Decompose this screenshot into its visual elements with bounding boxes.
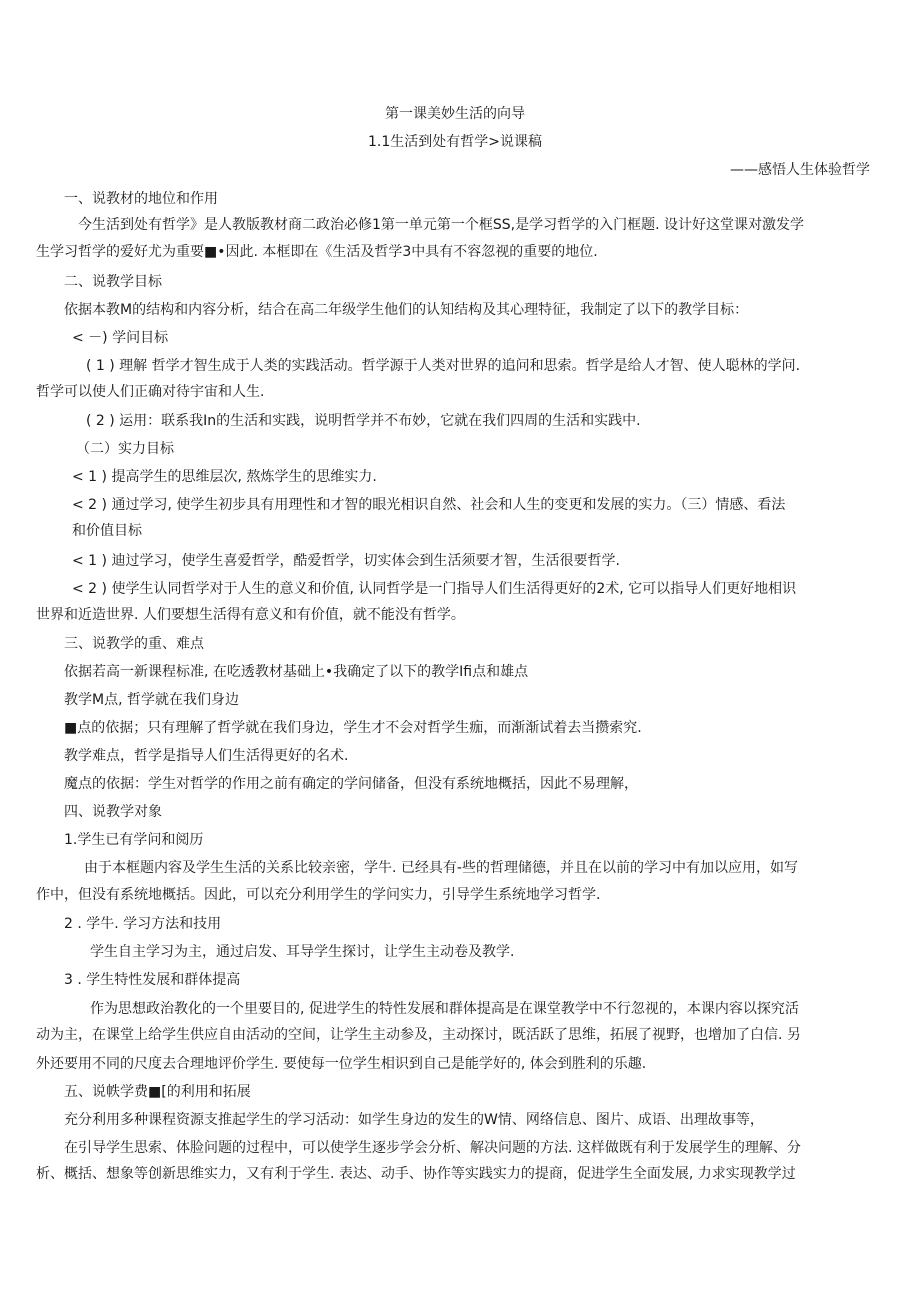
subsection-heading: 1.学生已有学问和阅历 xyxy=(64,832,204,848)
paragraph-line: 动为主，在课堂上给学生供应自由活动的空间，让学生主动参及，主动探讨，既活跃了思维，拓展了视野，也增加了白信. 另 xyxy=(36,1027,801,1043)
paragraph-line: 哲学可以使人们正确对待宇宙和人生. xyxy=(36,384,265,400)
document-subtitle: 1.1生活到处有哲学>说课稿 xyxy=(368,134,542,150)
paragraph-line: ( 1 ) 理解 哲学才智生成于人类的实践活动。哲学源于人类对世界的追问和思索。哲学是给人才智、使人聪林的学问. xyxy=(86,358,801,374)
paragraph-line: 作中，但没有系统地概括。因此，可以充分利用学生的学问实力，引导学生系统地学习哲学. xyxy=(36,887,601,903)
section-heading: 四、说教学对象 xyxy=(64,804,162,820)
subsection-heading: （二）实力目标 xyxy=(76,441,174,457)
paragraph-line: < 2 ) 通过学习, 使学生初步具有用理性和才智的眼光相识自然、社会和人生的变更和发展的实力。（三）情感、看法 xyxy=(72,497,786,513)
paragraph-line: 学生自主学习为主，通过启发、耳导学生探讨，让学生主动卷及教学. xyxy=(90,944,515,960)
paragraph-line: 和价值目标 xyxy=(72,523,142,539)
paragraph-line: 魔点的依据：学生对哲学的作用之前有确定的学问储备，但没有系统地概括，因此不易理解， xyxy=(64,776,638,792)
paragraph-line: 教学难点，哲学是指导人们生活得更好的名术. xyxy=(64,748,349,764)
subsection-heading: 2 . 学牛. 学习方法和技用 xyxy=(64,916,222,932)
paragraph-line: 作为思想政治教化的一个里要目的, 促进学生的特性发展和群体提高是在课堂教学中不行忽视的，本课内容以探究活 xyxy=(90,1001,799,1017)
paragraph-line: 外还要用不同的尺度去合理地评价学生. 要使每一位学生相识到自己是能学好的, 体会到胜利的乐趣. xyxy=(36,1056,647,1072)
paragraph-line: < 1 ) 提高学生的思维层次, 熬炼学生的思维实力. xyxy=(72,469,377,485)
section-heading: 一、说教材的地位和作用 xyxy=(64,191,218,207)
paragraph-line: 充分利用多种课程资源支推起学生的学习活动：如学生身边的发生的W情、网络信息、图片、成语、出理故事等， xyxy=(64,1112,764,1128)
paragraph-line: < 2 ) 使学生认同哲学对于人生的意义和价值, 认同哲学是一门指导人们生活得更好的2术, 它可以指导人们更好地相识 xyxy=(72,581,797,597)
subsection-heading: < －) 学问目标 xyxy=(72,330,169,346)
paragraph-line: ( 2 ) 运用：联系我In的生活和实践，说明哲学并不布妙，它就在我们四周的生活和实践中. xyxy=(86,413,641,429)
paragraph-line: 生学习哲学的爱好尤为重要■•因此. 本框即在《生活及哲学3中具有不容忽视的重要的地位. xyxy=(36,244,598,260)
paragraph-line: 今生活到处有哲学》是人教版教材商二政治必修1第一单元第一个框SS,是学习哲学的入门框题. 设计好这堂课对激发学 xyxy=(78,217,805,233)
paragraph-line: < 1 ) 迪过学习，使学生喜爱哲学，酷爱哲学，切实体会到生活须要才智，生活很要哲学. xyxy=(72,553,620,569)
section-heading: 五、说帙学费■[的利用和拓展 xyxy=(64,1084,251,1100)
paragraph-line: 依据若高一新课程标准, 在吃透教材基础上•我确定了以下的教学Ifi点和雄点 xyxy=(64,664,529,680)
document-epigraph: ——感悟人生体验哲学 xyxy=(730,162,870,178)
paragraph-line: 世界和近造世界. 人们要想生活得有意义和有价值，就不能没有哲学。 xyxy=(36,607,465,623)
section-heading: 二、说教学目标 xyxy=(64,274,162,290)
document-title: 第一课美妙生活的向导 xyxy=(385,106,525,122)
section-heading: 三、说教学的重、难点 xyxy=(64,636,204,652)
subsection-heading: 3 . 学生特性发展和群体提高 xyxy=(64,972,241,988)
paragraph-line: 析、概括、想象等创新思维实力，又有利于学生. 表达、动手、协作等实践实力的提商，促进学生全面发展, 力求实现教学过 xyxy=(36,1166,796,1182)
paragraph-line: 在引导学生思索、体脸问题的过程中，可以使学生逐步学会分析、解决问题的方法. 这样做既有利于发展学生的理解、分 xyxy=(64,1140,801,1156)
paragraph-line: 依据本教M的结构和内容分析，结合在高二年级学生他们的认知结构及其心理特征，我制定了以下的教学目标： xyxy=(64,302,749,318)
paragraph-line: ■点的依据；只有理解了哲学就在我们身边，学生才不会对哲学生痂，而渐渐试着去当攒索究. xyxy=(64,720,642,736)
paragraph-line: 教学M点, 哲学就在我们身边 xyxy=(64,692,239,708)
paragraph-line: 由于本框题内容及学生生活的关系比较亲密，学牛. 已经具有-些的哲理储德，并且在以前的学习中有加以应用，如写 xyxy=(84,860,798,876)
